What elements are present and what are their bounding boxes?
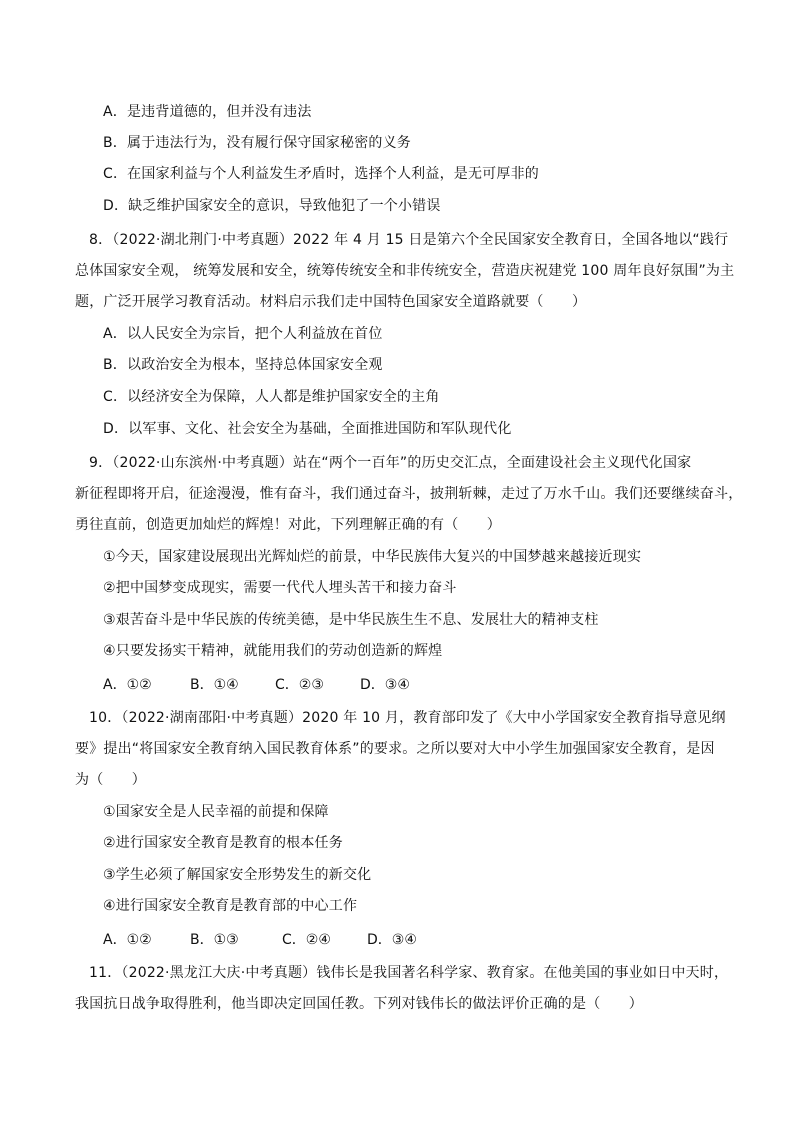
- q7-option-d: D．缺乏维护国家安全的意识，导致他犯了一个小错误: [103, 198, 441, 214]
- q8-stem-line-3: 题，广泛开展学习教育活动。材料启示我们走中国特色国家安全道路就要（ ）: [75, 294, 587, 310]
- q8-option-a: A．以人民安全为宗旨，把个人利益放在首位: [103, 326, 383, 342]
- q11-stem-line-2: 我国抗日战争取得胜利，他当即决定回国任教。下列对钱伟长的做法评价正确的是（ ）: [75, 996, 643, 1012]
- q9-choice-a: A．①②: [103, 677, 152, 693]
- q9-choice-b: B．①④: [190, 677, 239, 693]
- q8-stem-line-2: 总体国家安全观， 统筹发展和安全，统筹传统安全和非传统安全，营造庆祝建党 100 周年良好氛围”为主: [75, 263, 735, 279]
- q9-choice-d: D．③④: [360, 677, 410, 693]
- q10-stem-line-3: 为（ ）: [75, 772, 146, 788]
- q10-stem-line-2: 要》提出“将国家安全教育纳入国民教育体系”的要求。之所以要对大中小学生加强国家安全教育，是因: [75, 741, 715, 757]
- q10-statement-1: ①国家安全是人民幸福的前提和保障: [103, 804, 329, 820]
- q8-option-d: D．以军事、文化、社会安全为基础，全面推进国防和军队现代化: [103, 421, 512, 437]
- q8-option-c: C．以经济安全为保障，人人都是维护国家安全的主角: [103, 389, 440, 405]
- q11-stem-line-1: 11．（2022·黑龙江大庆·中考真题）钱伟长是我国著名科学家、教育家。在他美国的事业如日中天时，: [89, 965, 729, 981]
- q8-option-b: B．以政治安全为根本，坚持总体国家安全观: [103, 357, 383, 373]
- q10-choice-b: B．①③: [190, 932, 239, 948]
- q10-choice-c: C．②④: [282, 932, 331, 948]
- q9-choices: [103, 676, 410, 694]
- q7-option-c: C．在国家利益与个人利益发生矛盾时，选择个人利益，是无可厚非的: [103, 166, 539, 182]
- q10-statement-2: ②进行国家安全教育是教育的根本任务: [103, 835, 343, 851]
- q7-option-a: A．是违背道德的，但并没有违法: [103, 104, 312, 120]
- q9-statement-4: ④只要发扬实干精神，就能用我们的劳动创造新的辉煌: [103, 643, 443, 659]
- q8-stem-line-1: 8．（2022·湖北荆门·中考真题）2022 年 4 月 15 日是第六个全民国家安全教育日，全国各地以“践行: [89, 232, 729, 248]
- q9-statement-2: ②把中国梦变成现实，需要一代代人埋头苦干和接力奋斗: [103, 580, 457, 596]
- q9-stem-line-3: 勇往直前，创造更加灿烂的辉煌！对此，下列理解正确的有（ ）: [75, 517, 501, 533]
- q9-stem-line-1: 9．（2022·山东滨州·中考真题）站在“两个一百年”的历史交汇点，全面建设社会主义现代化国家: [89, 455, 692, 471]
- q9-statement-3: ③艰苦奋斗是中华民族的传统美德，是中华民族生生不息、发展壮大的精神支柱: [103, 612, 599, 628]
- q9-stem-line-2: 新征程即将开启，征途漫漫，惟有奋斗，我们通过奋斗，披荆斩棘，走过了万水千山。我们还要继续奋斗，: [75, 486, 743, 502]
- q10-choice-a: A．①②: [103, 932, 152, 948]
- q10-choices: [103, 931, 417, 949]
- q7-option-b: B．属于违法行为，没有履行保守国家秘密的义务: [103, 135, 412, 151]
- q10-statement-4: ④进行国家安全教育是教育部的中心工作: [103, 898, 358, 914]
- q9-choice-c: C．②③: [275, 677, 324, 693]
- q10-statement-3: ③学生必须了解国家安全形势发生的新交化: [103, 867, 372, 883]
- q9-statement-1: ①今天，国家建设展现出光辉灿烂的前景，中华民族伟大复兴的中国梦越来越接近现实: [103, 549, 642, 565]
- q10-stem-line-1: 10．（2022·湖南邵阳·中考真题）2020 年 10 月，教育部印发了《大中小学国家安全教育指导意见纲: [89, 710, 726, 726]
- q10-choice-d: D．③④: [367, 932, 417, 948]
